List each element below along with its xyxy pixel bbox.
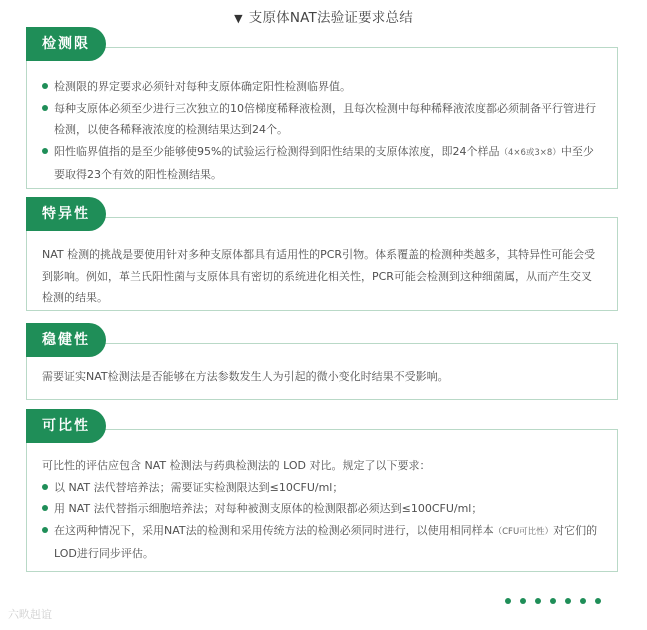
page-title: 支原体NAT法验证要求总结 [248, 10, 413, 26]
section-tab-detection-limit: 检测限 [26, 27, 106, 61]
bullet-icon [42, 148, 48, 154]
bullet-icon [42, 484, 48, 490]
bullet-icon [42, 527, 48, 533]
bullet-icon [42, 105, 48, 111]
dot-icon [595, 598, 601, 604]
dot-icon [535, 598, 541, 604]
section-detection-limit [26, 27, 618, 190]
section-intro: 可比性的评估应包含 NAT 检测法与药典检测法的 LOD 对比。规定了以下要求： [42, 459, 431, 472]
list-item: 阳性临界值指的是至少能够使95%的试验运行检测得到阳性结果的支原体浓度，即24个样品（4×6或3×8）中至少要取得23个有效的阳性检测结果。 [42, 141, 601, 186]
section-paragraph: 需要证实NAT检测法是否能够在方法参数发生人为引起的微小变化时结果不受影响。 [42, 370, 449, 383]
dot-icon [505, 598, 511, 604]
bullet-icon [42, 505, 48, 511]
section-tab-comparability: 可比性 [26, 409, 106, 443]
list-item: 以 NAT 法代替培养法；需要证实检测限达到≤10CFU/ml； [42, 477, 601, 499]
section-box [26, 47, 618, 189]
dot-icon [520, 598, 526, 604]
dot-icon [565, 598, 571, 604]
section-box [26, 429, 618, 572]
decorative-dots [505, 589, 610, 608]
section-paragraph: NAT 检测的挑战是要使用针对多种支原体都具有适用性的PCR引物。体系覆盖的检测种类越多，其特异性可能会受到影响。例如，革兰氏阳性菌与支原体具有密切的系统进化相关性，PCR可能会检测到这种细菌属，从而产生交叉检测的结果。 [42, 248, 596, 304]
section-robustness [26, 323, 618, 399]
triangle-down-icon: ▼ [234, 12, 243, 25]
dot-icon [550, 598, 556, 604]
section-tab-specificity: 特异性 [26, 197, 106, 231]
list-item: 每种支原体必须至少进行三次独立的10倍梯度稀释液检测，且每次检测中每种稀释液浓度都必须制备平行管进行检测，以使各稀释液浓度的检测结果达到24个。 [42, 98, 601, 141]
page-header [0, 6, 647, 26]
section-box [26, 343, 618, 400]
list-item: 在这两种情况下，采用NAT法的检测和采用传统方法的检测必须同时进行，以使用相同样本（CFU可比性）对它们的LOD进行同步评估。 [42, 520, 601, 565]
section-specificity [26, 197, 618, 311]
watermark: 六畂赳谊 [8, 608, 52, 621]
bullet-icon [42, 83, 48, 89]
section-box [26, 217, 618, 311]
list-item: 用 NAT 法代替指示细胞培养法；对每种被测支原体的检测限都必须达到≤100CFU/ml； [42, 498, 601, 520]
section-comparability [26, 409, 618, 571]
dot-icon [580, 598, 586, 604]
section-tab-robustness: 稳健性 [26, 323, 106, 357]
list-item: 检测限的界定要求必须针对每种支原体确定阳性检测临界值。 [42, 76, 601, 98]
